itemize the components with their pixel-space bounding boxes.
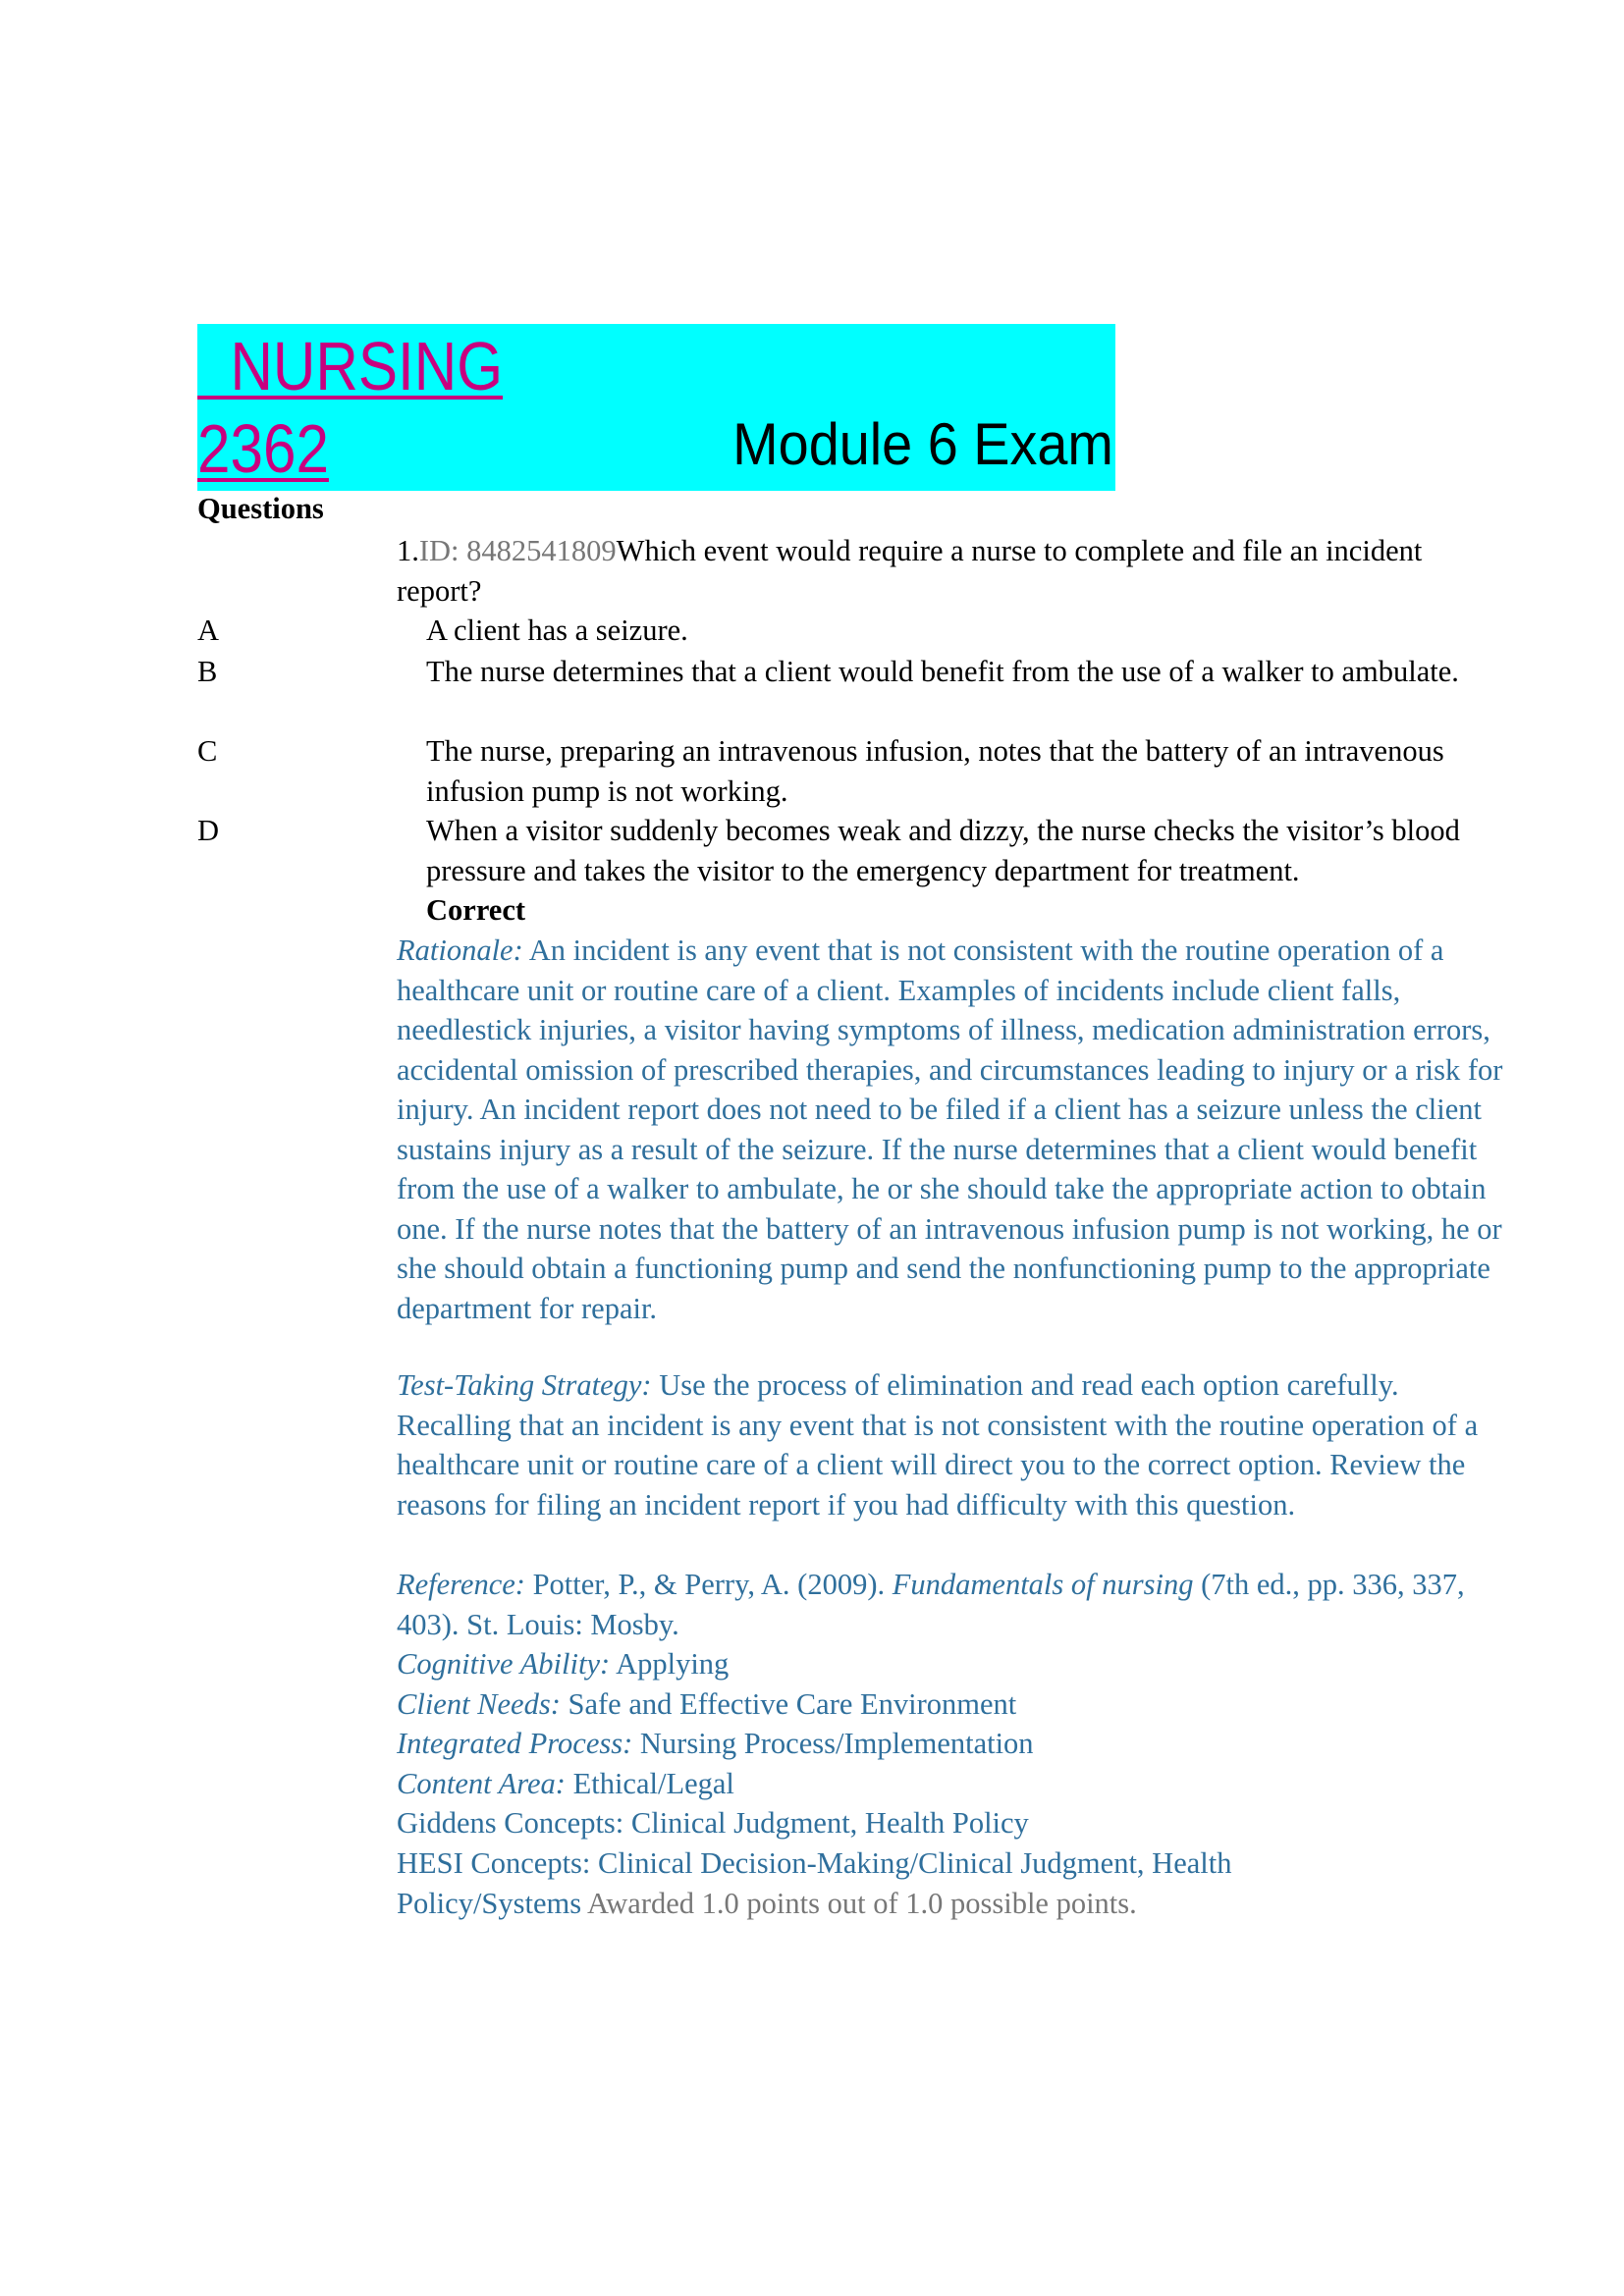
- giddens-concepts: Giddens Concepts: Clinical Judgment, Health Policy: [397, 1806, 1029, 1840]
- cognitive-label: Cognitive Ability:: [397, 1647, 611, 1681]
- reference-details: (7th ed., pp. 336, 337, 403). St. Louis: Mosby.: [397, 1568, 1465, 1641]
- cognitive-ability: [397, 1644, 1516, 1684]
- reference-authors: Potter, P., & Perry, A. (2009).: [524, 1568, 893, 1601]
- title-banner: [197, 324, 1115, 491]
- result-status: Correct: [426, 893, 526, 927]
- client-needs-label: Client Needs:: [397, 1687, 561, 1721]
- reference: [397, 1565, 1516, 1644]
- integrated-process: [397, 1724, 1516, 1764]
- question-id: ID: 8482541809: [418, 534, 617, 567]
- reference-label: Reference:: [397, 1568, 525, 1601]
- option-c[interactable]: The nurse, preparing an intravenous infusion, notes that the battery of an intravenous infusion pump is not working.: [426, 734, 1444, 808]
- rationale-text: An incident is any event that is not consistent with the routine operation of a healthcare unit or routine care of a client. Examples of incidents include client falls, needlestick injuries, a visitor having symptoms of illness, medication administration errors, accidental omission of prescribed therapies, and circumstances leading to injury or a risk for injury. An incident report does not need to be filed if a client has a seizure unless the client sustains injury as a result of the seizure. If the nurse determines that a client would benefit from the use of a walker to ambulate, he or she should take the appropriate action to obtain one. If the nurse notes that the battery of an intravenous infusion pump is not working, he or she should obtain a functioning pump and send the nonfunctioning pump to the appropriate department for repair.: [397, 934, 1503, 1325]
- option-a-letter: A: [197, 614, 220, 647]
- strategy-text: Use the process of elimination and read each option carefully. Recalling that an incident is any event that is not consistent with the routine operation of a healthcare unit or routine care of a client will direct you to the correct option. Review the reasons for filing an incident report if you had difficulty with this question.: [397, 1368, 1479, 1522]
- cognitive-value: Applying: [610, 1647, 730, 1681]
- question-number: 1.: [397, 534, 419, 567]
- test-taking-strategy: [397, 1365, 1516, 1524]
- rationale: [397, 931, 1516, 1328]
- process-label: Integrated Process:: [397, 1727, 633, 1760]
- section-label: Questions: [197, 492, 324, 525]
- question-text: [397, 531, 1457, 611]
- course-link[interactable]: NURSING: [197, 328, 504, 404]
- question-stem: Which event would require a nurse to complete and file an incident report?: [397, 534, 1423, 608]
- course-number-link[interactable]: 2362: [197, 410, 329, 487]
- hesi-text: HESI Concepts: Clinical Decision-Making/Clinical Judgment, Health Policy/Systems: [397, 1846, 1232, 1920]
- strategy-label: Test-Taking Strategy:: [397, 1368, 652, 1402]
- client-needs: [397, 1684, 1516, 1725]
- content-value: Ethical/Legal: [565, 1767, 734, 1800]
- hesi-concepts: [397, 1843, 1379, 1923]
- option-b[interactable]: The nurse determines that a client would benefit from the use of a walker to ambulate.: [426, 655, 1459, 688]
- option-b-letter: B: [197, 655, 218, 688]
- option-a[interactable]: A client has a seizure.: [426, 614, 688, 647]
- option-d-letter: D: [197, 814, 220, 847]
- rationale-label: Rationale:: [397, 934, 523, 967]
- content-label: Content Area:: [397, 1767, 566, 1800]
- content-area: [397, 1764, 1516, 1804]
- option-c-letter: C: [197, 734, 218, 768]
- option-d[interactable]: When a visitor suddenly becomes weak and dizzy, the nurse checks the visitor’s blood pressure and takes the visitor to the emergency department for treatment.: [426, 814, 1460, 887]
- process-value: Nursing Process/Implementation: [632, 1727, 1034, 1760]
- client-needs-value: Safe and Effective Care Environment: [560, 1687, 1017, 1721]
- reference-title: Fundamentals of nursing: [892, 1568, 1194, 1601]
- points-awarded: Awarded 1.0 points out of 1.0 possible points.: [581, 1886, 1137, 1920]
- exam-title: Module 6 Exam: [732, 411, 1113, 477]
